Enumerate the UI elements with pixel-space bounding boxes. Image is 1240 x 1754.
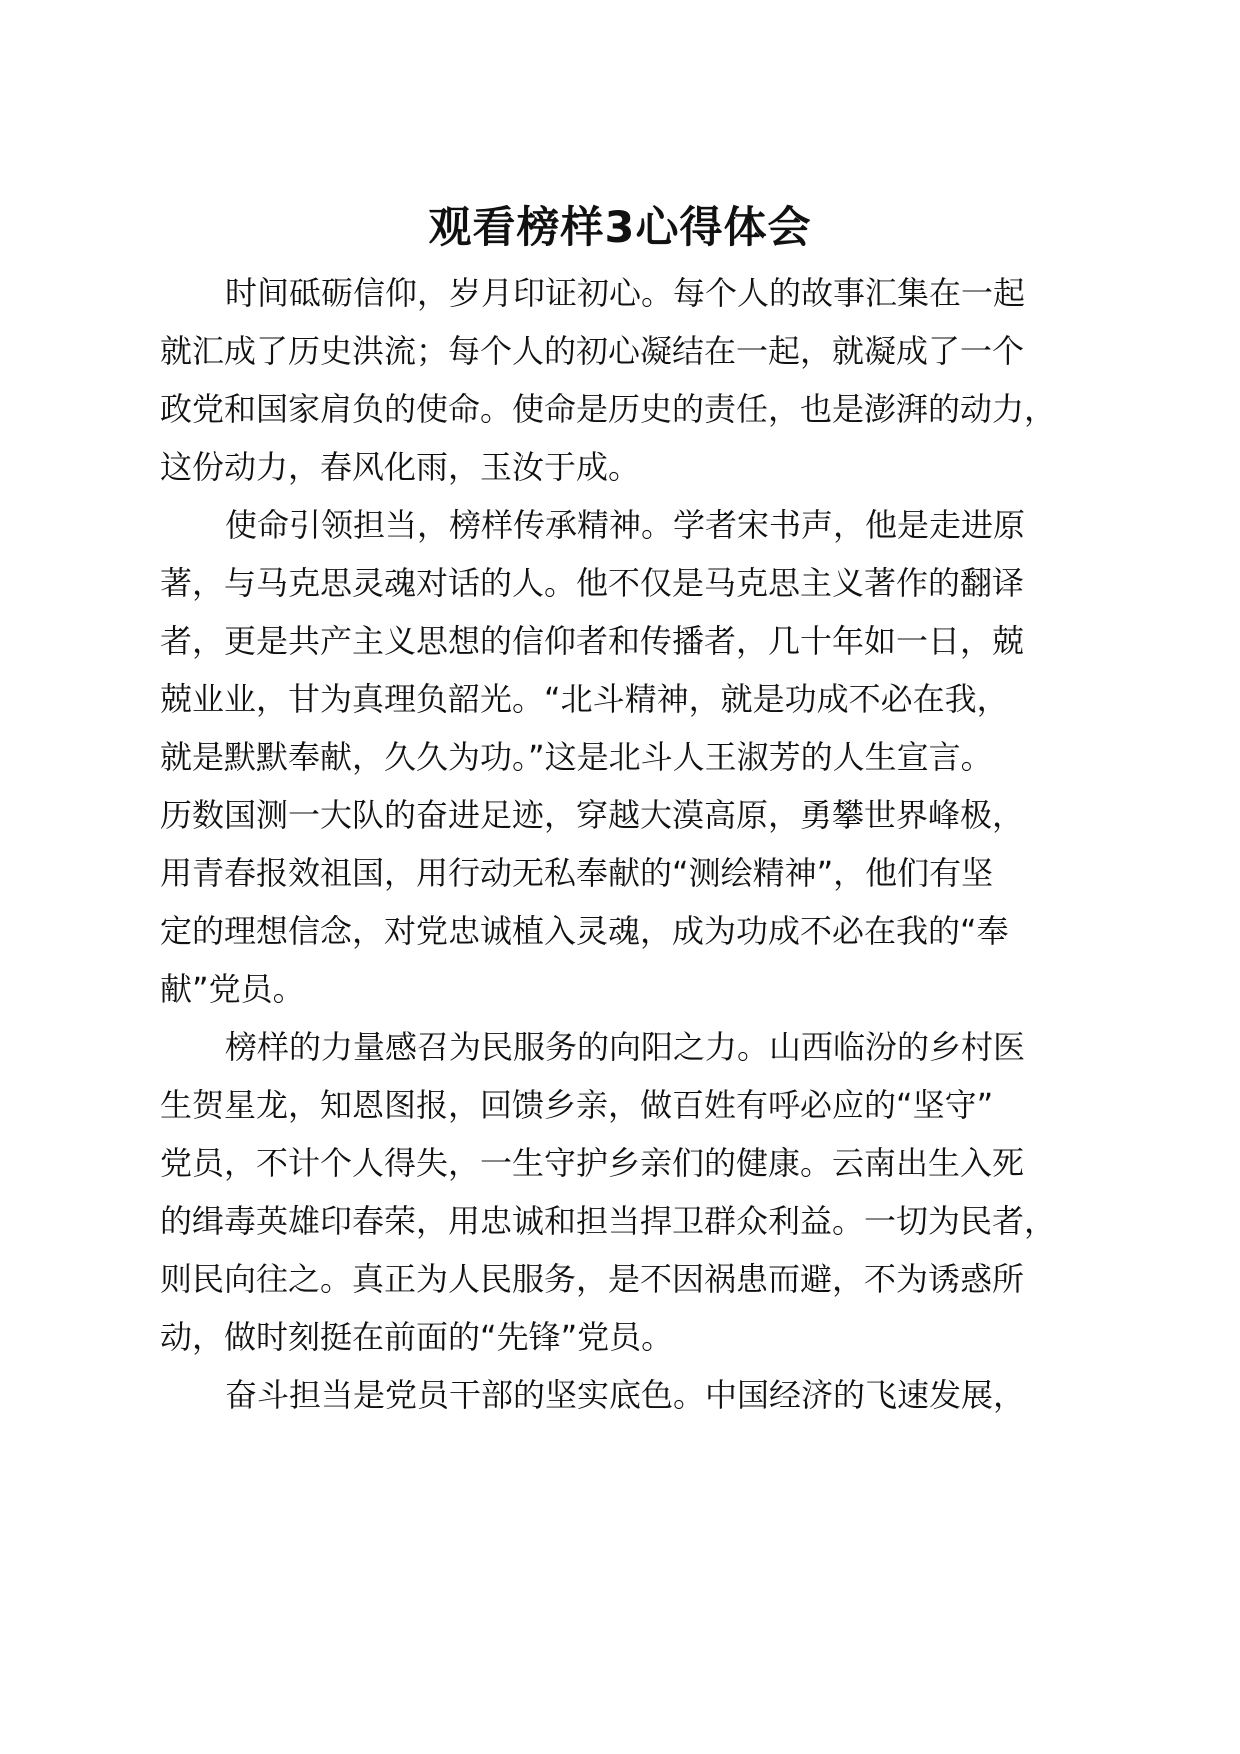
paragraph-line: 者，更是共产主义思想的信仰者和传播者，几十年如一日，兢 — [160, 622, 1025, 660]
paragraph-line: 则民向往之。真正为人民服务，是不因祸患而避，不为诱惑所 — [160, 1260, 1025, 1298]
document-title: 观看榜样3心得体会 — [428, 203, 812, 253]
paragraph-line: 兢业业，甘为真理负韶光。“北斗精神，就是功成不必在我， — [160, 680, 1009, 718]
paragraph-line: 就汇成了历史洪流；每个人的初心凝结在一起，就凝成了一个 — [160, 332, 1025, 370]
paragraph-line: 历数国测一大队的奋进足迹，穿越大漠高原，勇攀世界峰极， — [160, 796, 1025, 834]
paragraph-line: 用青春报效祖国，用行动无私奉献的“测绘精神”，他们有坚 — [160, 854, 994, 892]
paragraph-line: 奋斗担当是党员干部的坚实底色。中国经济的飞速发展， — [225, 1376, 1026, 1414]
paragraph-line: 献”党员。 — [160, 970, 305, 1008]
paragraph-line: 政党和国家肩负的使命。使命是历史的责任，也是澎湃的动力， — [160, 390, 1057, 428]
paragraph-line: 定的理想信念，对党忠诚植入灵魂，成为功成不必在我的“奉 — [160, 912, 1009, 950]
paragraph-line: 这份动力，春风化雨，玉汝于成。 — [160, 448, 641, 486]
paragraph-line: 时间砥砺信仰，岁月印证初心。每个人的故事汇集在一起 — [225, 274, 1026, 312]
paragraph-line: 著，与马克思灵魂对话的人。他不仅是马克思主义著作的翻译 — [160, 564, 1025, 602]
paragraph-line: 生贺星龙，知恩图报，回馈乡亲，做百姓有呼必应的“坚守” — [160, 1086, 994, 1124]
paragraph-line: 动，做时刻挺在前面的“先锋”党员。 — [160, 1318, 674, 1356]
paragraph-line: 就是默默奉献，久久为功。”这是北斗人王淑芳的人生宣言。 — [160, 738, 993, 776]
paragraph-line: 党员，不计个人得失，一生守护乡亲们的健康。云南出生入死 — [160, 1144, 1025, 1182]
paragraph-line: 使命引领担当，榜样传承精神。学者宋书声，他是走进原 — [225, 506, 1026, 544]
paragraph-line: 的缉毒英雄印春荣，用忠诚和担当捍卫群众利益。一切为民者， — [160, 1202, 1057, 1240]
paragraph-line: 榜样的力量感召为民服务的向阳之力。山西临汾的乡村医 — [225, 1028, 1026, 1066]
